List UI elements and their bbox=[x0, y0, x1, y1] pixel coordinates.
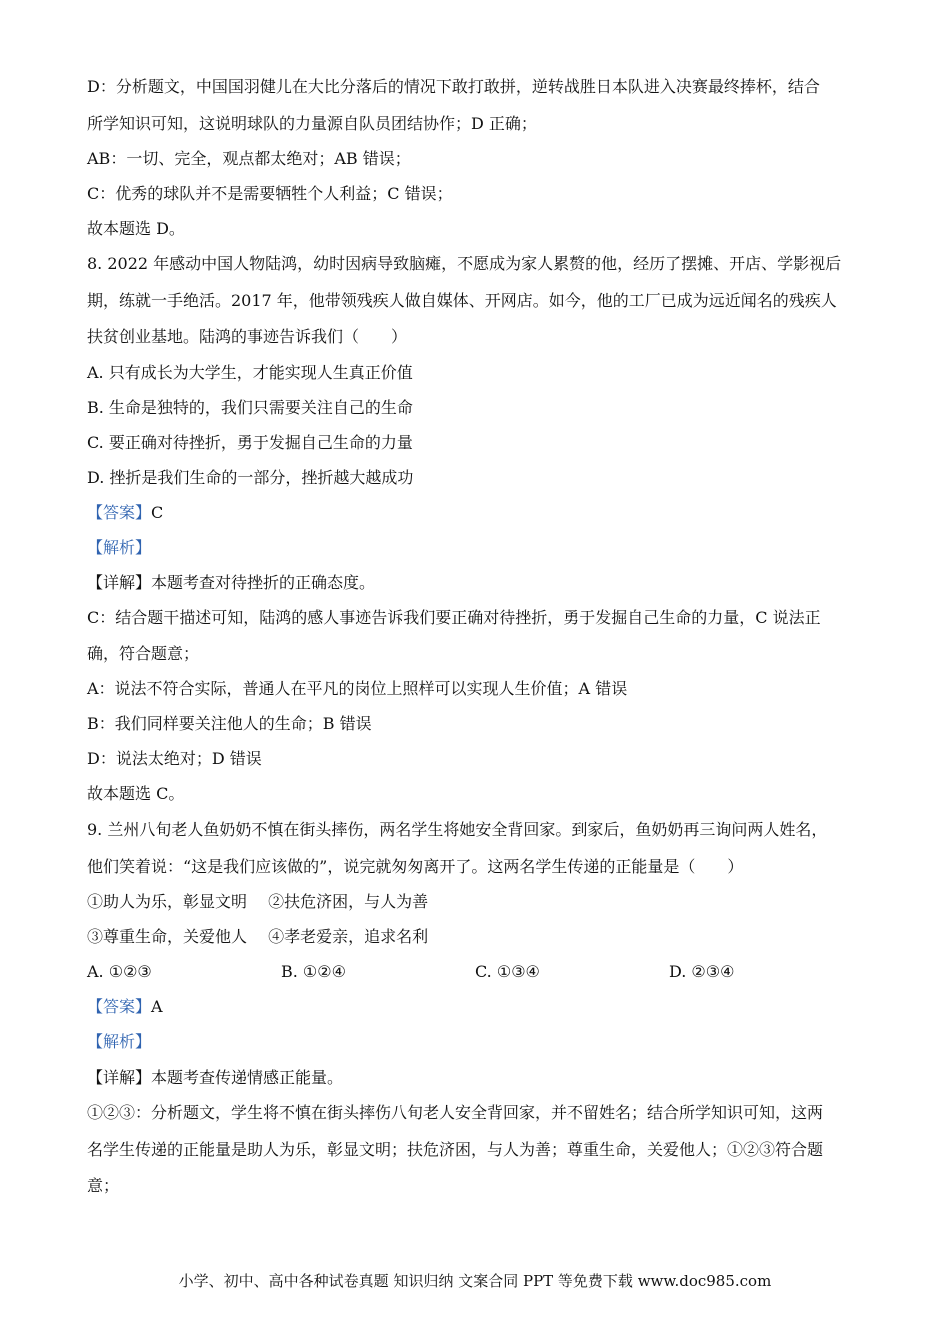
question-9-stem: 9. 兰州八旬老人鱼奶奶不慎在街头摔伤，两名学生将她安全背回家。到家后，鱼奶奶再三询问两人姓名， bbox=[87, 820, 828, 839]
explain-123: ①②③：分析题文，学生将不慎在街头摔伤八旬老人安全背回家，并不留姓名；结合所学知识可知，这两 bbox=[87, 1103, 824, 1122]
question-8-option-b: B. 生命是独特的，我们只需要关注自己的生命 bbox=[87, 398, 413, 417]
question-9-option-b: B. ①②④ bbox=[281, 962, 346, 981]
explain-c-cont: 确，符合题意； bbox=[87, 644, 200, 663]
explain-b: B：我们同样要关注他人的生命；B 错误 bbox=[87, 714, 372, 733]
answer-tag: 【答案】 bbox=[87, 503, 152, 522]
explain-123-cont: 名学生传递的正能量是助人为乐，彰显文明；扶危济困，与人为善；尊重生命，关爱他人；①②③符合题 bbox=[87, 1140, 824, 1159]
question-8-option-c: C. 要正确对待挫折，勇于发掘自己生命的力量 bbox=[87, 433, 413, 452]
question-8-option-d: D. 挫折是我们生命的一部分，挫折越大越成功 bbox=[87, 468, 414, 487]
explain-c: C：结合题干描述可知，陆鸿的感人事迹告诉我们要正确对待挫折，勇于发掘自己生命的力量，C 说法正 bbox=[87, 608, 821, 627]
answer-tag-9: 【答案】 bbox=[87, 997, 152, 1016]
page-footer: 小学、初中、高中各种试卷真题 知识归纳 文案合同 PPT 等免费下载 www.doc985.com bbox=[178, 1272, 772, 1290]
answer-line-ab: AB：一切、完全，观点都太绝对；AB 错误； bbox=[87, 149, 411, 168]
answer-row bbox=[87, 503, 163, 523]
answer-value-9: A bbox=[151, 997, 163, 1016]
detail-line: 【详解】本题考查对待挫折的正确态度。 bbox=[87, 573, 376, 592]
conclusion-line-8: 故本题选 C。 bbox=[87, 784, 185, 803]
answer-line-c: C：优秀的球队并不是需要牺牲个人利益；C 错误； bbox=[87, 184, 453, 203]
analysis-tag: 【解析】 bbox=[87, 538, 152, 557]
question-8-option-a: A. 只有成长为大学生，才能实现人生真正价值 bbox=[87, 363, 413, 382]
question-9-stem-cont: 他们笑着说：“这是我们应该做的”，说完就匆匆离开了。这两名学生传递的正能量是（ ） bbox=[87, 857, 744, 876]
detail-line-9: 【详解】本题考查传递情感正能量。 bbox=[87, 1068, 344, 1087]
analysis-tag-9: 【解析】 bbox=[87, 1032, 152, 1051]
explain-123-end: 意； bbox=[87, 1176, 120, 1195]
question-9-items-2: ③尊重生命，关爱他人 ④孝老爱亲，追求名利 bbox=[87, 927, 429, 946]
question-8-stem-end: 扶贫创业基地。陆鸿的事迹告诉我们（ ） bbox=[87, 327, 408, 346]
question-8-stem: 8. 2022 年感动中国人物陆鸿，幼时因病导致脑瘫，不愿成为家人累赘的他，经历了摆摊、开店、学影视后 bbox=[87, 254, 842, 273]
explain-a: A：说法不符合实际，普通人在平凡的岗位上照样可以实现人生价值；A 错误 bbox=[87, 679, 628, 698]
answer-row-9 bbox=[87, 997, 163, 1017]
question-8-stem-cont: 期，练就一手绝活。2017 年，他带领残疾人做自媒体、开网店。如今，他的工厂已成为远近闻名的残疾人 bbox=[87, 291, 837, 310]
answer-value: C bbox=[151, 503, 164, 522]
question-9-option-d: D. ②③④ bbox=[669, 962, 735, 981]
explain-d: D：说法太绝对；D 错误 bbox=[87, 749, 262, 768]
question-9-option-c: C. ①③④ bbox=[475, 962, 540, 981]
question-9-items-1: ①助人为乐，彰显文明 ②扶危济困，与人为善 bbox=[87, 892, 429, 911]
answer-line-d: D：分析题文，中国国羽健儿在大比分落后的情况下敢打敢拼，逆转战胜日本队进入决赛最终捧杯，结合 bbox=[87, 77, 820, 96]
conclusion-line: 故本题选 D。 bbox=[87, 219, 185, 238]
answer-line-d-cont: 所学知识可知，这说明球队的力量源自队员团结协作；D 正确； bbox=[87, 114, 537, 133]
question-9-option-a: A. ①②③ bbox=[87, 962, 152, 981]
